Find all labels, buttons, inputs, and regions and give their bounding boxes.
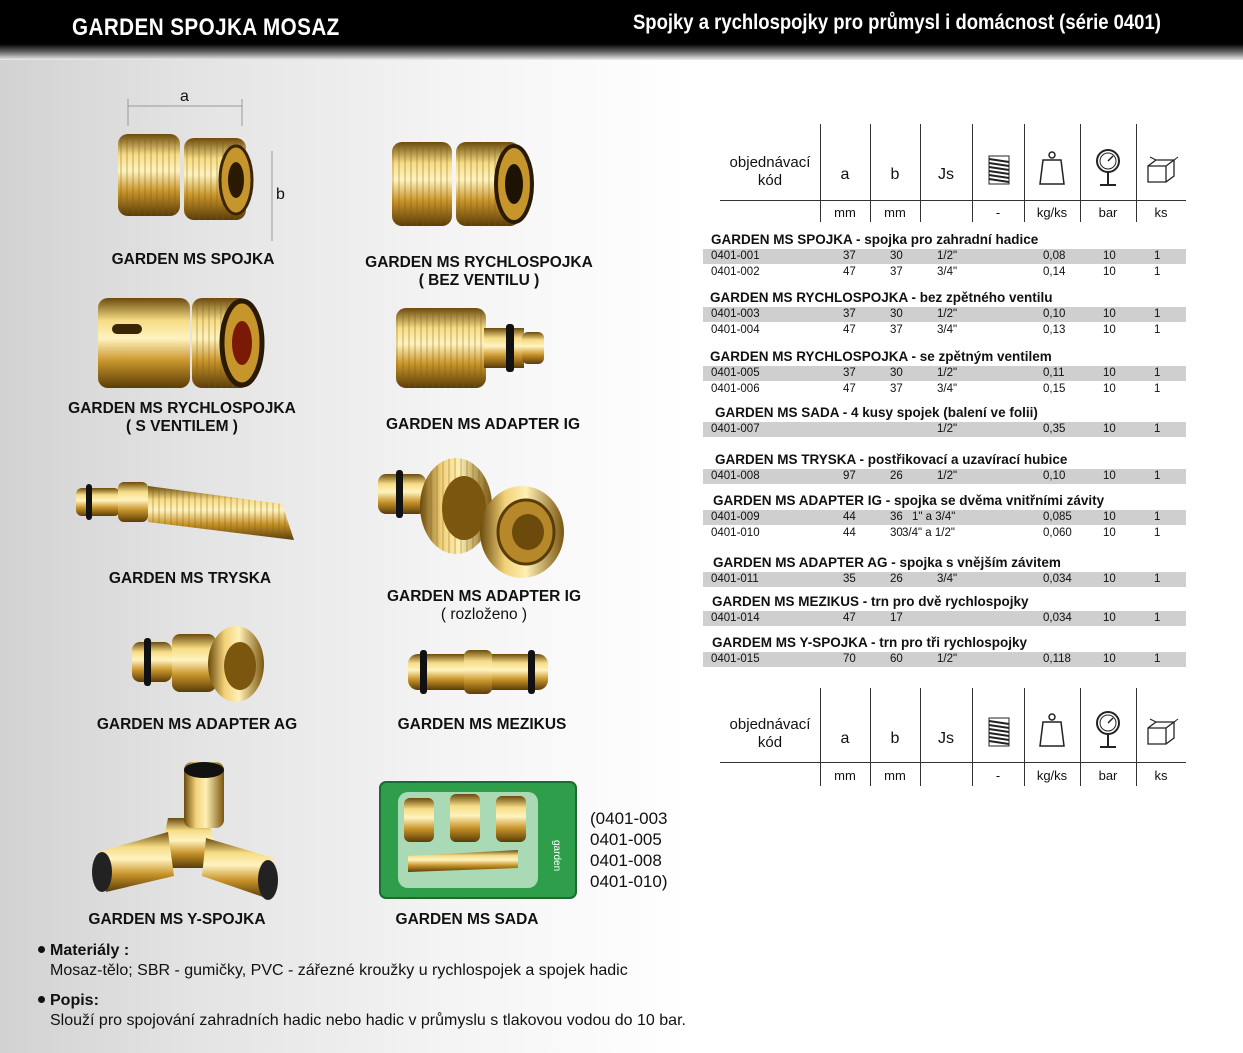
product-label-rychlospojka-s-ventilem: GARDEN MS RYCHLOSPOJKA	[68, 400, 296, 417]
table-section-title: GARDEN MS SADA - 4 kusy spojek (balení ve folii)	[715, 405, 1038, 420]
cell-pack: 1	[1154, 470, 1161, 482]
column-unit-weight: kg/ks	[1036, 205, 1068, 220]
cell-weight: 0,060	[1043, 527, 1072, 539]
cell-js: 3/4"	[937, 266, 958, 278]
table-row	[703, 382, 1186, 397]
table-row	[703, 323, 1186, 338]
set-code: 0401-005	[590, 830, 662, 849]
materials-section	[38, 941, 628, 981]
column-header-b: b	[890, 730, 900, 747]
product-sublabel-rozlozeno: ( rozloženo )	[440, 606, 528, 623]
cell-code: 0401-006	[711, 383, 760, 395]
cell-code: 0401-015	[711, 653, 760, 665]
cell-pressure: 10	[1103, 511, 1116, 523]
cell-pressure: 10	[1103, 423, 1116, 435]
pressure-gauge-icon	[1094, 148, 1122, 188]
materials-text: Mosaz-tělo; SBR - gumičky, PVC - zářezné kroužky u rychlospojek a spojek hadic	[50, 962, 628, 979]
cell-weight: 0,085	[1043, 511, 1072, 523]
cell-b: 30	[890, 250, 903, 262]
column-header-js: Js	[938, 730, 954, 747]
cell-b: 17	[890, 612, 903, 624]
cell-b: 36	[890, 511, 903, 523]
cell-pressure: 10	[1103, 266, 1116, 278]
cell-a: 70	[843, 653, 856, 665]
cell-code: 0401-009	[711, 511, 760, 523]
bullet-icon	[38, 946, 45, 953]
package-box-icon	[1144, 156, 1180, 184]
table-section-title: GARDEN MS TRYSKA - postřikovací a uzavírací hubice	[715, 452, 1068, 467]
cell-code: 0401-001	[711, 250, 760, 262]
cell-b: 26	[890, 470, 903, 482]
cell-code: 0401-011	[711, 573, 759, 585]
dimension-label-a: a	[180, 88, 189, 105]
cell-b: 37	[890, 324, 903, 336]
cell-code: 0401-004	[711, 324, 760, 336]
product-image-rychlospojka-s-ventilem	[92, 288, 272, 400]
cell-pressure: 10	[1103, 250, 1116, 262]
cell-js: 1/2"	[937, 653, 958, 665]
product-image-tryska	[72, 470, 308, 560]
cell-js: 1/2"	[937, 423, 958, 435]
cell-pressure: 10	[1103, 383, 1116, 395]
table-row	[703, 249, 1186, 264]
cell-b: 37	[890, 383, 903, 395]
cell-js: 3/4"	[937, 383, 958, 395]
column-unit-b: mm	[884, 768, 906, 783]
column-header-kod-line1: objednávací	[729, 716, 811, 733]
cell-a: 47	[843, 612, 856, 624]
column-unit-thread: -	[995, 205, 1001, 220]
cell-b: 37	[890, 266, 903, 278]
cell-js: 3/4"	[937, 573, 958, 585]
table-row	[703, 572, 1186, 587]
set-codes	[590, 808, 668, 892]
page-title: GARDEN SPOJKA MOSAZ	[72, 14, 340, 41]
cell-pack: 1	[1154, 367, 1161, 379]
product-image-adapter-ag	[128, 620, 278, 710]
product-label-mezikus: GARDEN MS MEZIKUS	[397, 716, 567, 733]
cell-weight: 0,11	[1043, 367, 1065, 379]
cell-a: 37	[843, 308, 856, 320]
set-code: 0401-008	[590, 851, 662, 870]
table-section-title: GARDEN MS RYCHLOSPOJKA - se zpětným ventilem	[710, 349, 1052, 364]
cell-js: 3/4"	[937, 324, 958, 336]
column-header-js: Js	[938, 166, 954, 183]
product-image-mezikus	[404, 642, 554, 702]
thread-icon	[986, 154, 1012, 186]
product-image-y-spojka	[88, 758, 288, 908]
cell-pack: 1	[1154, 527, 1161, 539]
header-bar	[0, 0, 1243, 60]
table-section-title: GARDEM MS Y-SPOJKA - trn pro tři rychlospojky	[712, 635, 1028, 650]
cell-a: 47	[843, 383, 856, 395]
product-image-rychlospojka-bez-ventilu	[384, 130, 564, 240]
product-label-spojka: GARDEN MS SPOJKA	[111, 251, 275, 268]
cell-a: 35	[843, 573, 856, 585]
table-section-title: GARDEN MS RYCHLOSPOJKA - bez zpětného ventilu	[710, 290, 1053, 305]
table-header-bottom	[720, 688, 1186, 786]
cell-js: 1/2"	[937, 250, 958, 262]
dimension-label-b: b	[276, 186, 285, 203]
cell-b: 60	[890, 653, 903, 665]
cell-code: 0401-003	[711, 308, 760, 320]
cell-pack: 1	[1154, 653, 1161, 665]
product-label-sada: GARDEN MS SADA	[395, 911, 539, 928]
product-image-sada	[378, 780, 578, 900]
table-row	[703, 366, 1186, 381]
cell-weight: 0,13	[1043, 324, 1066, 336]
product-label-adapter-ig: GARDEN MS ADAPTER IG	[385, 416, 581, 433]
cell-pressure: 10	[1103, 324, 1116, 336]
cell-a: 47	[843, 324, 856, 336]
cell-b: 30	[890, 308, 903, 320]
cell-pack: 1	[1154, 511, 1161, 523]
table-section-title: GARDEN MS MEZIKUS - trn pro dvě rychlospojky	[712, 594, 1029, 609]
cell-pressure: 10	[1103, 308, 1116, 320]
package-box-icon	[1144, 718, 1180, 746]
column-header-kod-line2: kód	[757, 172, 783, 189]
description-heading: Popis:	[50, 992, 99, 1009]
cell-a: 47	[843, 266, 856, 278]
product-image-adapter-ig	[388, 298, 558, 398]
thread-icon	[986, 716, 1012, 748]
table-row	[703, 469, 1186, 484]
cell-code: 0401-008	[711, 470, 760, 482]
cell-weight: 0,14	[1043, 266, 1066, 278]
column-unit-pressure: bar	[1098, 768, 1118, 783]
product-sublabel-bez-ventilu: ( BEZ VENTILU )	[418, 272, 540, 289]
column-unit-pressure: bar	[1098, 205, 1118, 220]
column-header-b: b	[890, 166, 900, 183]
table-row	[703, 265, 1186, 280]
cell-weight: 0,10	[1043, 470, 1066, 482]
column-unit-b: mm	[884, 205, 906, 220]
column-header-kod-line2: kód	[757, 734, 783, 751]
cell-js: 1/2"	[937, 367, 958, 379]
cell-pressure: 10	[1103, 653, 1116, 665]
cell-pack: 1	[1154, 324, 1161, 336]
cell-pressure: 10	[1103, 527, 1116, 539]
svg-text:garden: garden	[551, 840, 562, 872]
table-section-title: GARDEN MS ADAPTER AG - spojka s vnějším závitem	[713, 555, 1061, 570]
cell-code: 0401-002	[711, 266, 760, 278]
product-label-adapter-ag: GARDEN MS ADAPTER AG	[96, 716, 298, 733]
cell-weight: 0,034	[1043, 573, 1072, 585]
cell-pack: 1	[1154, 423, 1161, 435]
cell-pack: 1	[1154, 308, 1161, 320]
product-label-tryska: GARDEN MS TRYSKA	[108, 570, 272, 587]
column-unit-a: mm	[834, 205, 856, 220]
cell-a: 37	[843, 367, 856, 379]
cell-code: 0401-014	[711, 612, 760, 624]
column-header-kod-line1: objednávací	[729, 154, 811, 171]
column-unit-pack: ks	[1154, 768, 1168, 783]
weight-icon	[1038, 150, 1066, 186]
column-header-a: a	[840, 166, 850, 183]
weight-icon	[1038, 712, 1066, 748]
cell-weight: 0,10	[1043, 308, 1066, 320]
cell-js: 3/4" a 1/2"	[902, 527, 955, 539]
product-label-y-spojka: GARDEN MS Y-SPOJKA	[88, 911, 266, 928]
cell-b: 26	[890, 573, 903, 585]
cell-pack: 1	[1154, 612, 1161, 624]
table-row	[703, 510, 1186, 525]
table-section-title: GARDEN MS SPOJKA - spojka pro zahradní hadice	[711, 232, 1039, 247]
set-code: 0401-010)	[590, 872, 668, 891]
cell-js: 1" a 3/4"	[912, 511, 956, 523]
column-unit-weight: kg/ks	[1036, 768, 1068, 783]
cell-code: 0401-007	[711, 423, 760, 435]
cell-code: 0401-010	[711, 527, 760, 539]
column-header-a: a	[840, 730, 850, 747]
cell-weight: 0,15	[1043, 383, 1066, 395]
table-row	[703, 422, 1186, 437]
product-label-rychlospojka-bez-ventilu: GARDEN MS RYCHLOSPOJKA	[365, 254, 593, 271]
product-label-adapter-ig-rozlozeno: GARDEN MS ADAPTER IG	[386, 588, 582, 605]
cell-pack: 1	[1154, 383, 1161, 395]
table-header-top	[720, 124, 1186, 222]
cell-pack: 1	[1154, 266, 1161, 278]
cell-a: 37	[843, 250, 856, 262]
cell-weight: 0,118	[1043, 653, 1071, 665]
cell-a: 44	[843, 511, 856, 523]
cell-weight: 0,35	[1043, 423, 1066, 435]
cell-pack: 1	[1154, 250, 1161, 262]
cell-js: 1/2"	[937, 308, 958, 320]
table-section-title: GARDEN MS ADAPTER IG - spojka se dvěma vnitřními závity	[713, 493, 1105, 508]
pressure-gauge-icon	[1094, 710, 1122, 750]
cell-b: 30	[890, 527, 903, 539]
cell-a: 97	[843, 470, 856, 482]
set-code: (0401-003	[590, 809, 668, 828]
cell-a: 44	[843, 527, 856, 539]
cell-weight: 0,034	[1043, 612, 1072, 624]
cell-pressure: 10	[1103, 612, 1116, 624]
column-unit-pack: ks	[1154, 205, 1168, 220]
table-row	[703, 652, 1186, 667]
description-section	[38, 991, 686, 1031]
product-image-spojka	[112, 96, 292, 246]
product-image-adapter-ig-rozlozeno	[374, 452, 574, 584]
page-subtitle: Spojky a rychlospojky pro průmysl i domácnost (série 0401)	[633, 11, 1161, 34]
cell-pack: 1	[1154, 573, 1161, 585]
table-row	[703, 526, 1186, 541]
column-unit-thread: -	[995, 768, 1001, 783]
description-text: Slouží pro spojování zahradních hadic nebo hadic v průmyslu s tlakovou vodou do 10 bar.	[50, 1012, 686, 1029]
bullet-icon	[38, 996, 45, 1003]
cell-code: 0401-005	[711, 367, 760, 379]
cell-pressure: 10	[1103, 367, 1116, 379]
cell-pressure: 10	[1103, 573, 1116, 585]
cell-b: 30	[890, 367, 903, 379]
column-unit-a: mm	[834, 768, 856, 783]
table-row	[703, 611, 1186, 626]
product-sublabel-s-ventilem: ( S VENTILEM )	[126, 418, 238, 435]
cell-weight: 0,08	[1043, 250, 1066, 262]
table-row	[703, 307, 1186, 322]
cell-js: 1/2"	[937, 470, 958, 482]
materials-heading: Materiály :	[50, 942, 130, 959]
cell-pressure: 10	[1103, 470, 1116, 482]
